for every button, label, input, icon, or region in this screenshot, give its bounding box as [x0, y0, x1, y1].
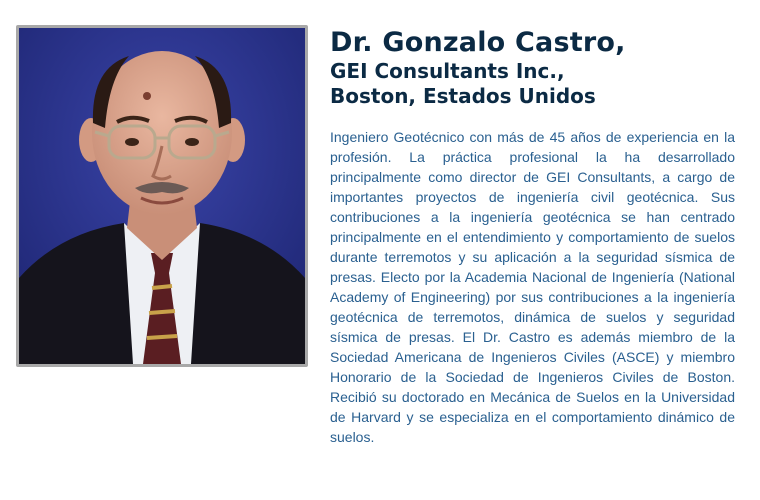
portrait-photo — [16, 25, 308, 367]
speaker-bio: Ingeniero Geotécnico con más de 45 años de experiencia en la profesión. La práctica profesional la ha desarrollado principalmente como director de GEI Consultants, a cargo de importantes proyectos de ingeniería civil geotécnica. Sus contribuciones a la ingeniería geotécnica se han centrado principalmente en el entendimiento y comportamiento de suelos durante terremotos y su aplicación a la seguridad sísmica de presas. Electo por la Academia Nacional de Ingeniería (National Academy of Engineering) por sus contribuciones a la ingeniería geotécnica de terremotos, dinámica de suelos y seguridad sísmica de presas. El Dr. Castro es además miembro de la Sociedad Americana de Ingenieros Civiles (ASCE) y miembro Honorario de la Sociedad de Ingenieros Civiles de Boston. Recibió su doctorado en Mecánica de Suelos en la Universidad de Harvard y se especializa en el comportamiento dinámico de suelos. — [330, 129, 735, 445]
speaker-company: GEI Consultants Inc., — [330, 59, 565, 83]
speaker-name: Dr. Gonzalo Castro, — [330, 27, 626, 58]
profile-header — [330, 27, 750, 109]
portrait-illustration — [19, 28, 305, 364]
speaker-location: Boston, Estados Unidos — [330, 84, 596, 108]
